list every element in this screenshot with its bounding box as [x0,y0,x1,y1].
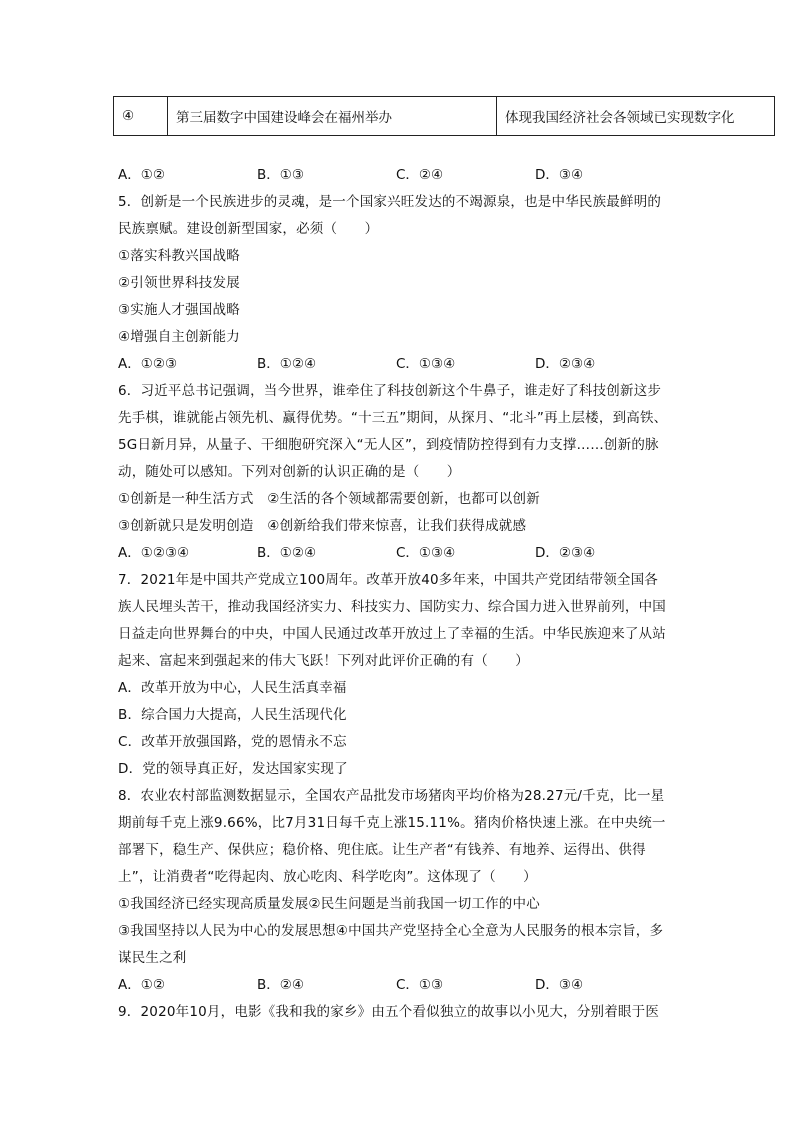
q6-option-a: A．①②③④ [118,545,190,561]
q5-item-4: ④增强自主创新能力 [118,329,240,345]
q4-option-c: C．②④ [396,167,444,183]
q6-option-b: B．①②④ [257,545,317,561]
q6-stem-line-3: 5G日新月异，从量子、干细胞研究深入“无人区”，到疫情防控得到有力支撑……创新的脉 [118,437,659,453]
q6-stem-line-2: 先手棋，谁就能占领先机、赢得优势。“十三五”期间，从探月、“北斗”再上层楼，到高铁、 [118,410,668,426]
q8-stem-line-4: 上”，让消费者“吃得起肉、放心吃肉、科学吃肉”。这体现了（ ） [118,869,537,885]
q8-option-a: A．①② [118,977,165,993]
q5-stem-line-1: 5．创新是一个民族进步的灵魂，是一个国家兴旺发达的不竭源泉，也是中华民族最鲜明的 [118,194,662,210]
event-table [113,96,775,136]
q6-stem-line-4: 动，随处可以感知。下列对创新的认识正确的是（ ） [118,464,461,480]
q8-option-c: C．①③ [396,977,444,993]
q5-option-b: B．①②④ [257,356,317,372]
q7-stem-line-4: 起来、富起来到强起来的伟大飞跃！下列对此评价正确的有（ ） [118,653,529,669]
q6-item-line-2: ③创新就只是发明创造 ④创新给我们带来惊喜，让我们获得成就感 [118,518,527,534]
q4-option-b: B．①③ [257,167,304,183]
q8-stem-line-3: 部署下，稳生产、保供应；稳价格、兜住底。让生产者“有钱养、有地养、运得出、供得 [118,842,646,858]
q6-stem-line-1: 6．习近平总书记强调，当今世界，谁牵住了科技创新这个牛鼻子，谁走好了科技创新这步 [118,383,662,399]
q8-item-line-3: 谋民生之利 [118,950,187,966]
q7-option-b: B．综合国力大提高，人民生活现代化 [118,707,347,723]
table-cell-meaning: 体现我国经济社会各领域已实现数字化 [505,110,735,126]
q5-item-2: ②引领世界科技发展 [118,275,240,291]
q7-stem-line-1: 7．2021年是中国共产党成立100周年。改革开放40多年来，中国共产党团结带领全国各 [118,572,658,588]
q4-option-a: A．①② [118,167,165,183]
q6-option-c: C．①③④ [396,545,456,561]
q8-item-line-1: ①我国经济已经实现高质量发展②民生问题是当前我国一切工作的中心 [118,896,540,912]
q7-option-a: A．改革开放为中心，人民生活真幸福 [118,680,347,696]
q7-stem-line-3: 日益走向世界舞台的中央，中国人民通过改革开放过上了幸福的生活。中华民族迎来了从站 [118,626,666,642]
q5-option-d: D．②③④ [535,356,596,372]
q6-item-line-1: ①创新是一种生活方式 ②生活的各个领域都需要创新，也都可以创新 [118,491,540,507]
q8-stem-line-1: 8．农业农村部监测数据显示，全国农产品批发市场猪肉平均价格为28.27元/千克，比一星 [118,788,665,804]
q7-option-c: C．改革开放强国路，党的恩情永不忘 [118,734,347,750]
q8-item-line-2: ③我国坚持以人民为中心的发展思想④中国共产党坚持全心全意为人民服务的根本宗旨，多 [118,923,664,939]
q4-option-d: D．③④ [535,167,584,183]
q5-option-c: C．①③④ [396,356,456,372]
q8-stem-line-2: 期前每千克上涨9.66%，比7月31日每千克上涨15.11%。猪肉价格快速上涨。在中央统一 [118,815,666,831]
table-cell-event: 第三届数字中国建设峰会在福州举办 [168,97,497,135]
q7-option-d: D．党的领导真正好，发达国家实现了 [118,761,348,777]
q8-option-b: B．②④ [257,977,304,993]
table-cell-number: ④ [114,97,168,135]
q8-option-d: D．③④ [535,977,584,993]
q5-stem-line-2: 民族禀赋。建设创新型国家，必须（ ） [118,221,379,237]
q5-item-3: ③实施人才强国战略 [118,302,240,318]
q6-option-d: D．②③④ [535,545,596,561]
q9-stem-line-1: 9．2020年10月，电影《我和我的家乡》由五个看似独立的故事以小见大，分别着眼于医 [118,1004,660,1020]
q5-item-1: ①落实科教兴国战略 [118,248,240,264]
q7-stem-line-2: 族人民埋头苦干，推动我国经济实力、科技实力、国防实力、综合国力进入世界前列，中国 [118,599,666,615]
q5-option-a: A．①②③ [118,356,178,372]
